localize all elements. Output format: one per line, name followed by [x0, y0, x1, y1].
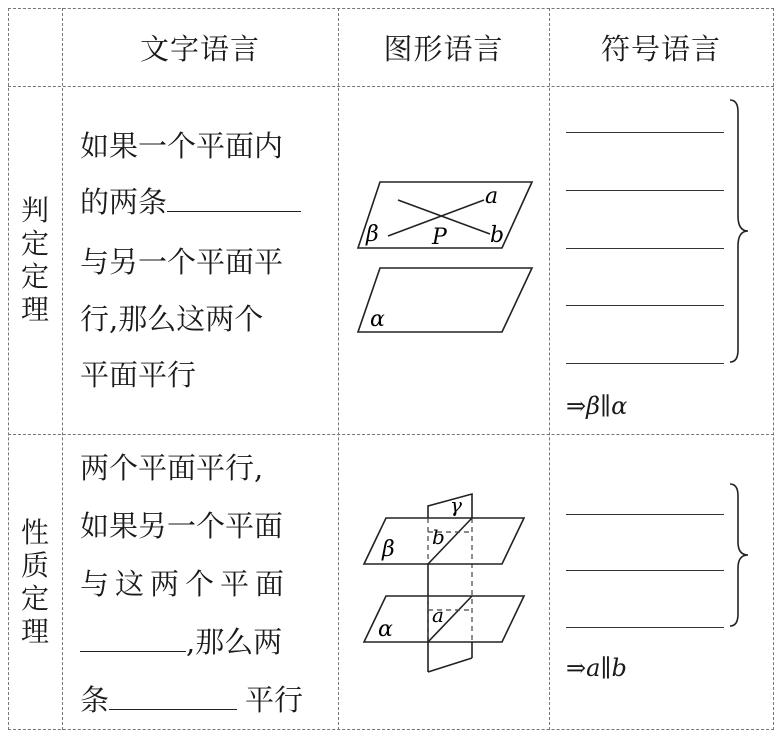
grid-line: [773, 8, 774, 730]
symbol-blank[interactable]: [566, 363, 724, 364]
label-b: b: [432, 525, 445, 549]
property-figure: [354, 486, 534, 678]
grid-line: [8, 729, 774, 730]
header-figure-language: 图形语言: [383, 31, 504, 66]
grid-line: [8, 86, 774, 87]
text-line: 两个平面平行,: [80, 451, 264, 485]
text-line: 行,那么这两个: [80, 302, 264, 336]
text-line: [80, 680, 303, 720]
symbol-blank[interactable]: [566, 132, 724, 133]
row-label-property: [8, 434, 62, 730]
fill-blank[interactable]: [167, 185, 301, 212]
text-line: 与另一个平面平: [80, 245, 284, 279]
right-brace: [728, 482, 752, 628]
label-gamma: γ: [450, 493, 462, 517]
row-label-char: 定: [20, 582, 49, 615]
text-segment: ,那么两: [186, 625, 283, 659]
grid-line: [338, 8, 339, 730]
symbol-blank[interactable]: [566, 248, 724, 249]
label-beta: β: [382, 537, 395, 562]
label-a: a: [485, 184, 499, 209]
row-label-criterion: [8, 86, 62, 434]
criterion-result: ⇒β∥α: [566, 392, 628, 420]
label-a: a: [432, 603, 444, 627]
grid-line: [549, 8, 550, 730]
property-result: ⇒a∥b: [566, 654, 627, 682]
symbol-blank[interactable]: [566, 514, 724, 515]
text-segment: 的两条: [80, 185, 168, 219]
right-brace: [728, 98, 752, 364]
row-label-char: 定: [20, 227, 49, 260]
label-alpha: α: [370, 307, 385, 332]
symbol-blank[interactable]: [566, 190, 724, 191]
label-alpha: α: [378, 617, 393, 642]
header-text-language: 文字语言: [139, 31, 260, 66]
grid-line: [62, 8, 63, 730]
row-label-char: 理: [20, 293, 49, 326]
row-label-char: 性: [20, 516, 49, 549]
text-line: 如果一个平面内: [80, 129, 284, 163]
fill-blank[interactable]: [109, 683, 237, 710]
grid-line: [8, 434, 774, 435]
header-corner: [8, 8, 62, 86]
row-label-char: 理: [20, 615, 49, 648]
row-label-char: 定: [20, 260, 49, 293]
criterion-figure: [350, 170, 540, 340]
row-label-char: 判: [20, 194, 49, 227]
row-label-char: 质: [20, 549, 49, 582]
plane-gamma-edge: [428, 658, 472, 672]
text-segment: 平行: [245, 683, 304, 717]
text-segment: 条: [80, 683, 110, 717]
header-symbol-language: 符号语言: [600, 31, 721, 66]
text-line: 平面平行: [80, 358, 197, 392]
symbol-blank[interactable]: [566, 570, 724, 571]
label-beta: β: [366, 222, 379, 247]
text-line: 与这两个平面: [80, 567, 291, 601]
label-b: b: [490, 223, 505, 248]
label-p: P: [432, 225, 447, 250]
fill-blank[interactable]: [80, 625, 186, 652]
text-line: 如果另一个平面: [80, 509, 284, 543]
text-line: [80, 622, 282, 662]
symbol-blank[interactable]: [566, 305, 724, 306]
symbol-blank[interactable]: [566, 627, 724, 628]
text-line: [80, 182, 301, 222]
